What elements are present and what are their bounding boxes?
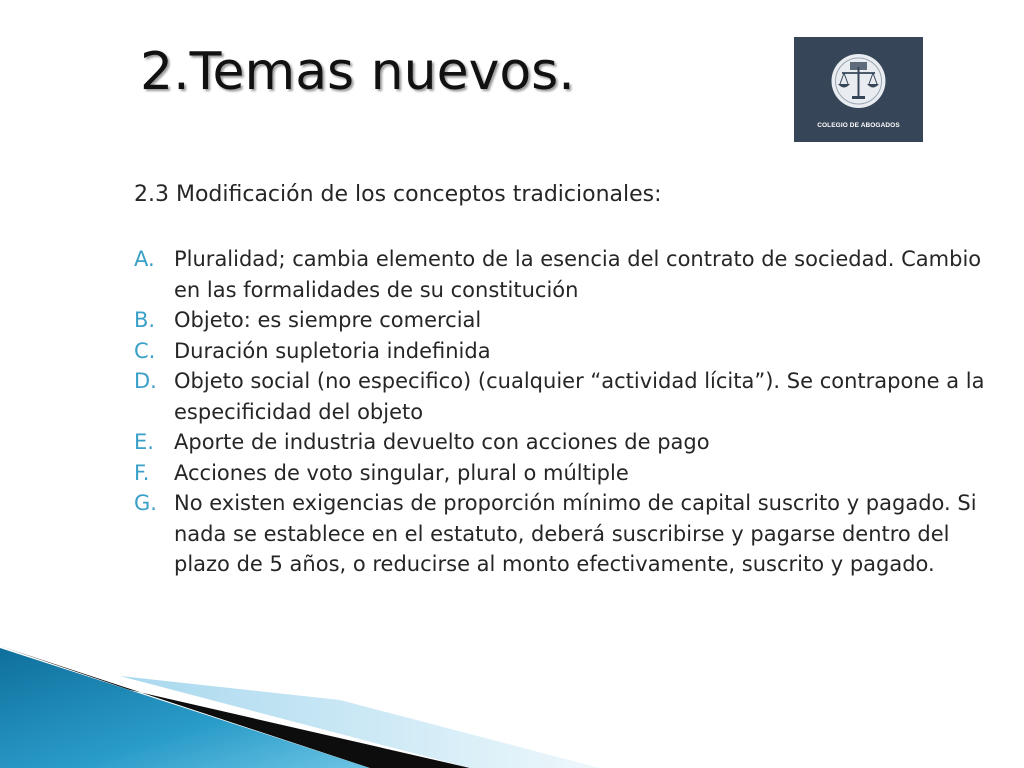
list-item-text: Pluralidad; cambia elemento de la esencia del contrato de sociedad. Cambio en las formalidades de su constitución [174, 247, 982, 302]
slide-title: 2.Temas nuevos. [140, 42, 575, 102]
list-marker: A. [134, 247, 155, 271]
list-marker: D. [134, 369, 157, 393]
list-item-text: Acciones de voto singular, plural o múltiple [174, 460, 629, 485]
list-item-text: No existen exigencias de proporción mínimo de capital suscrito y pagado. Si nada se establece en el estatuto, deberá suscribirse y pagarse dentro del plazo de 5 años, o reducirse al monto efectivamente, suscrito y pagado. [174, 491, 977, 576]
list-marker: C. [134, 338, 156, 363]
section-heading: 2.3 Modificación de los conceptos tradicionales: [134, 182, 662, 207]
list-item-text: Objeto: es siempre comercial [174, 308, 482, 332]
list-marker: G. [134, 491, 157, 515]
list-marker: B. [134, 308, 156, 332]
list-marker: F. [134, 460, 150, 485]
list-item-text: Objeto social (no especifico) (cualquier “actividad lícita”). Se contrapone a la especificidad del objeto [174, 369, 985, 424]
list-item-text: Duración supletoria indefinida [174, 338, 491, 363]
list-item-text: Aporte de industria devuelto con acciones de pago [174, 430, 710, 454]
list-marker: E. [134, 430, 154, 454]
logo-text: COLEGIO DE ABOGADOS [817, 122, 900, 129]
